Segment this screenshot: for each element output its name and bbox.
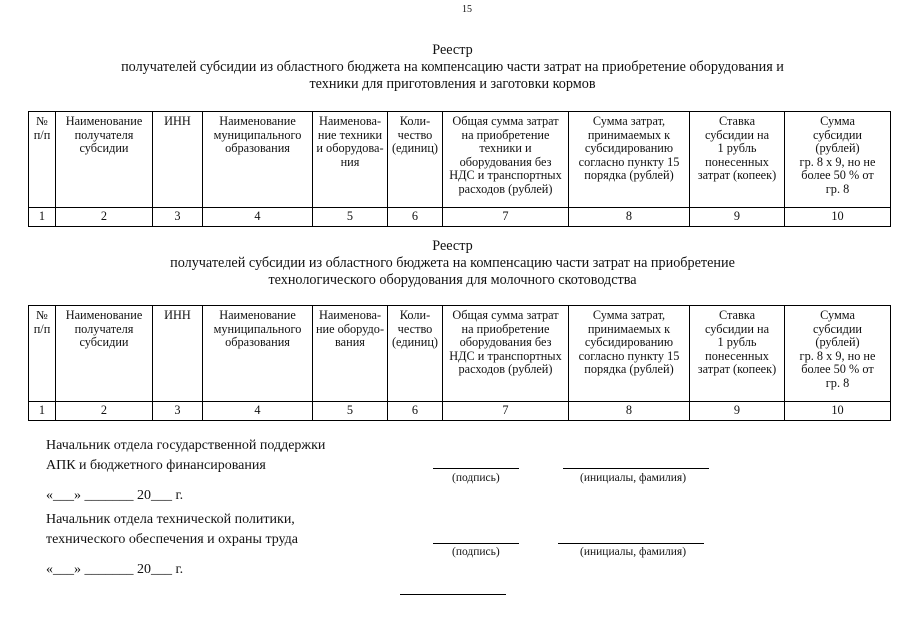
column-number-8: 8 (569, 208, 690, 227)
header-line: Сумма затрат, (592, 308, 666, 322)
header-line: расходов (рублей) (458, 362, 553, 376)
header-line: 1 рубль (717, 141, 757, 155)
header-line: порядка (рублей) (584, 168, 674, 182)
column-header-5 (313, 112, 388, 208)
registry-2-subtitle-line-1: получателей субсидии из областного бюджета на компенсацию части затрат на приобретение (170, 255, 735, 271)
registry-2-title-block (0, 238, 905, 289)
header-line: порядка (рублей) (584, 362, 674, 376)
header-line: Ставка (718, 114, 756, 128)
registry-2-number-row (29, 402, 891, 421)
signature-2-position-line-1: Начальник отдела технической политики, (46, 512, 295, 527)
header-line: принимаемых к (587, 321, 671, 336)
column-number-10: 10 (785, 208, 891, 227)
header-line: Сумма (820, 308, 855, 322)
column-number-5: 5 (313, 208, 388, 227)
header-line: ние техники (317, 127, 383, 142)
header-line: п/п (33, 321, 51, 336)
registry-2-header-row (29, 306, 891, 402)
header-line: субсидированию (584, 335, 674, 349)
signature-1-sign-caption: (подпись) (452, 472, 500, 484)
header-line: Наименование (65, 308, 143, 322)
column-number-4: 4 (203, 402, 313, 421)
column-number-3: 3 (153, 208, 203, 227)
column-header-2 (56, 112, 153, 208)
signature-1-sign-line (433, 468, 519, 469)
signature-2-sign-caption: (подпись) (452, 546, 500, 558)
header-line: субсидии (79, 141, 129, 155)
header-line: Наименование (219, 308, 296, 322)
column-header-2 (56, 306, 153, 402)
header-line: ИНН (164, 308, 191, 322)
header-line: согласно пункту 15 (578, 154, 680, 169)
header-line: оборудования без (459, 154, 552, 169)
signature-1-position-line-2: АПК и бюджетного финансирования (46, 458, 266, 473)
column-header-1 (29, 306, 56, 402)
bottom-rule (400, 594, 506, 595)
header-line: Коли- (399, 114, 431, 128)
header-line: оборудования без (459, 335, 552, 349)
header-line: муниципального (213, 321, 302, 336)
column-number-4: 4 (203, 208, 313, 227)
header-line: Ставка (718, 308, 756, 322)
registry-2-title: Реестр (432, 238, 473, 254)
header-line: понесенных (705, 348, 769, 363)
registry-1-table (28, 111, 891, 227)
header-line: понесенных (705, 154, 769, 169)
column-number-5: 5 (313, 402, 388, 421)
column-number-7: 7 (443, 208, 569, 227)
header-line: затрат (копеек) (697, 168, 777, 182)
header-line: на приобретение (461, 127, 550, 142)
header-line: субсидированию (584, 141, 674, 155)
header-line: субсидии (813, 321, 862, 336)
column-header-3 (153, 306, 203, 402)
column-number-9: 9 (690, 402, 785, 421)
header-line: гр. 8 (825, 181, 850, 196)
column-header-6 (388, 306, 443, 402)
column-number-1: 1 (29, 402, 56, 421)
registry-1-header-row (29, 112, 891, 208)
header-line: Общая сумма затрат (452, 114, 559, 128)
registry-1-title-block (0, 42, 905, 93)
header-line: (рублей) (815, 141, 860, 155)
signature-1-position-line-1: Начальник отдела государственной поддержки (46, 438, 326, 453)
column-header-7 (443, 112, 569, 208)
registry-1-number-row (29, 208, 891, 227)
header-line: техники и (479, 141, 532, 155)
column-number-10: 10 (785, 402, 891, 421)
header-line: принимаемых к (587, 127, 671, 142)
column-header-9 (690, 112, 785, 208)
header-line: Сумма затрат, (592, 114, 666, 128)
signature-2-position-line-2: технического обеспечения и охраны труда (46, 532, 298, 547)
header-line: более 50 % от (801, 362, 874, 376)
header-line: 1 рубль (717, 335, 757, 349)
header-line: вания (335, 335, 365, 349)
header-line: НДС и транспортных (449, 168, 562, 182)
header-line: субсидии (79, 335, 129, 349)
header-line: (рублей) (815, 335, 860, 349)
column-number-2: 2 (56, 402, 153, 421)
header-line: получателя (74, 321, 134, 336)
header-line: № (36, 308, 48, 322)
column-number-8: 8 (569, 402, 690, 421)
header-line: затрат (копеек) (697, 362, 777, 376)
signature-1-position (46, 436, 325, 476)
header-line: образования (225, 335, 290, 349)
column-header-9 (690, 306, 785, 402)
registry-2-subtitle-line-2: технологического оборудования для молочного скотоводства (268, 272, 637, 288)
header-line: гр. 8 х 9, но не (799, 154, 876, 169)
column-header-4 (203, 306, 313, 402)
column-number-9: 9 (690, 208, 785, 227)
header-line: чество (397, 321, 433, 336)
column-number-2: 2 (56, 208, 153, 227)
header-line: Наименование (65, 114, 143, 128)
column-number-6: 6 (388, 208, 443, 227)
header-line: Сумма (820, 114, 855, 128)
header-line: гр. 8 (825, 375, 850, 390)
column-header-10 (785, 112, 891, 208)
header-line: (единиц) (391, 335, 439, 349)
column-header-6 (388, 112, 443, 208)
signature-1-name-line (563, 468, 709, 469)
header-line: субсидии на (704, 127, 770, 142)
column-header-7 (443, 306, 569, 402)
header-line: более 50 % от (801, 168, 874, 182)
header-line: НДС и транспортных (449, 348, 562, 363)
header-line: муниципального (213, 127, 302, 142)
signature-2-position (46, 510, 298, 550)
column-number-7: 7 (443, 402, 569, 421)
header-line: субсидии (813, 127, 862, 142)
page-number: 15 (462, 4, 472, 15)
signature-1-name-caption: (инициалы, фамилия) (580, 472, 687, 484)
registry-1-subtitle-line-2: техники для приготовления и заготовки кормов (309, 76, 596, 92)
registry-2-table (28, 305, 891, 421)
header-line: Наименова- (318, 114, 382, 128)
signature-2-date: «___» _______ 20___ г. (46, 562, 184, 577)
header-line: получателя (74, 127, 134, 142)
column-header-3 (153, 112, 203, 208)
header-line: Наименова- (318, 308, 382, 322)
column-number-1: 1 (29, 208, 56, 227)
header-line: чество (397, 127, 433, 142)
signature-2-name-caption: (инициалы, фамилия) (580, 546, 687, 558)
column-header-8 (569, 112, 690, 208)
header-line: на приобретение (461, 321, 550, 336)
header-line: Коли- (399, 308, 431, 322)
column-number-6: 6 (388, 402, 443, 421)
registry-1-subtitle-line-1: получателей субсидии из областного бюджета на компенсацию части затрат на приобретение оборудования и (121, 59, 784, 75)
header-line: ния (340, 154, 360, 169)
header-line: № (36, 114, 48, 128)
header-line: ние оборудо- (315, 321, 385, 336)
signature-2-sign-line (433, 543, 519, 544)
signature-1-date: «___» _______ 20___ г. (46, 488, 184, 503)
column-number-3: 3 (153, 402, 203, 421)
column-header-8 (569, 306, 690, 402)
header-line: образования (225, 141, 290, 155)
column-header-10 (785, 306, 891, 402)
signature-2-name-line (558, 543, 704, 544)
header-line: ИНН (164, 114, 191, 128)
header-line: Наименование (219, 114, 296, 128)
header-line: согласно пункту 15 (578, 348, 680, 363)
header-line: и оборудова- (316, 141, 384, 155)
header-line: (единиц) (391, 141, 439, 155)
column-header-5 (313, 306, 388, 402)
registry-1-title: Реестр (432, 42, 473, 58)
column-header-1 (29, 112, 56, 208)
header-line: гр. 8 х 9, но не (799, 348, 876, 363)
header-line: субсидии на (704, 321, 770, 336)
header-line: расходов (рублей) (458, 181, 553, 196)
header-line: п/п (33, 127, 51, 142)
column-header-4 (203, 112, 313, 208)
header-line: Общая сумма затрат (452, 308, 559, 322)
